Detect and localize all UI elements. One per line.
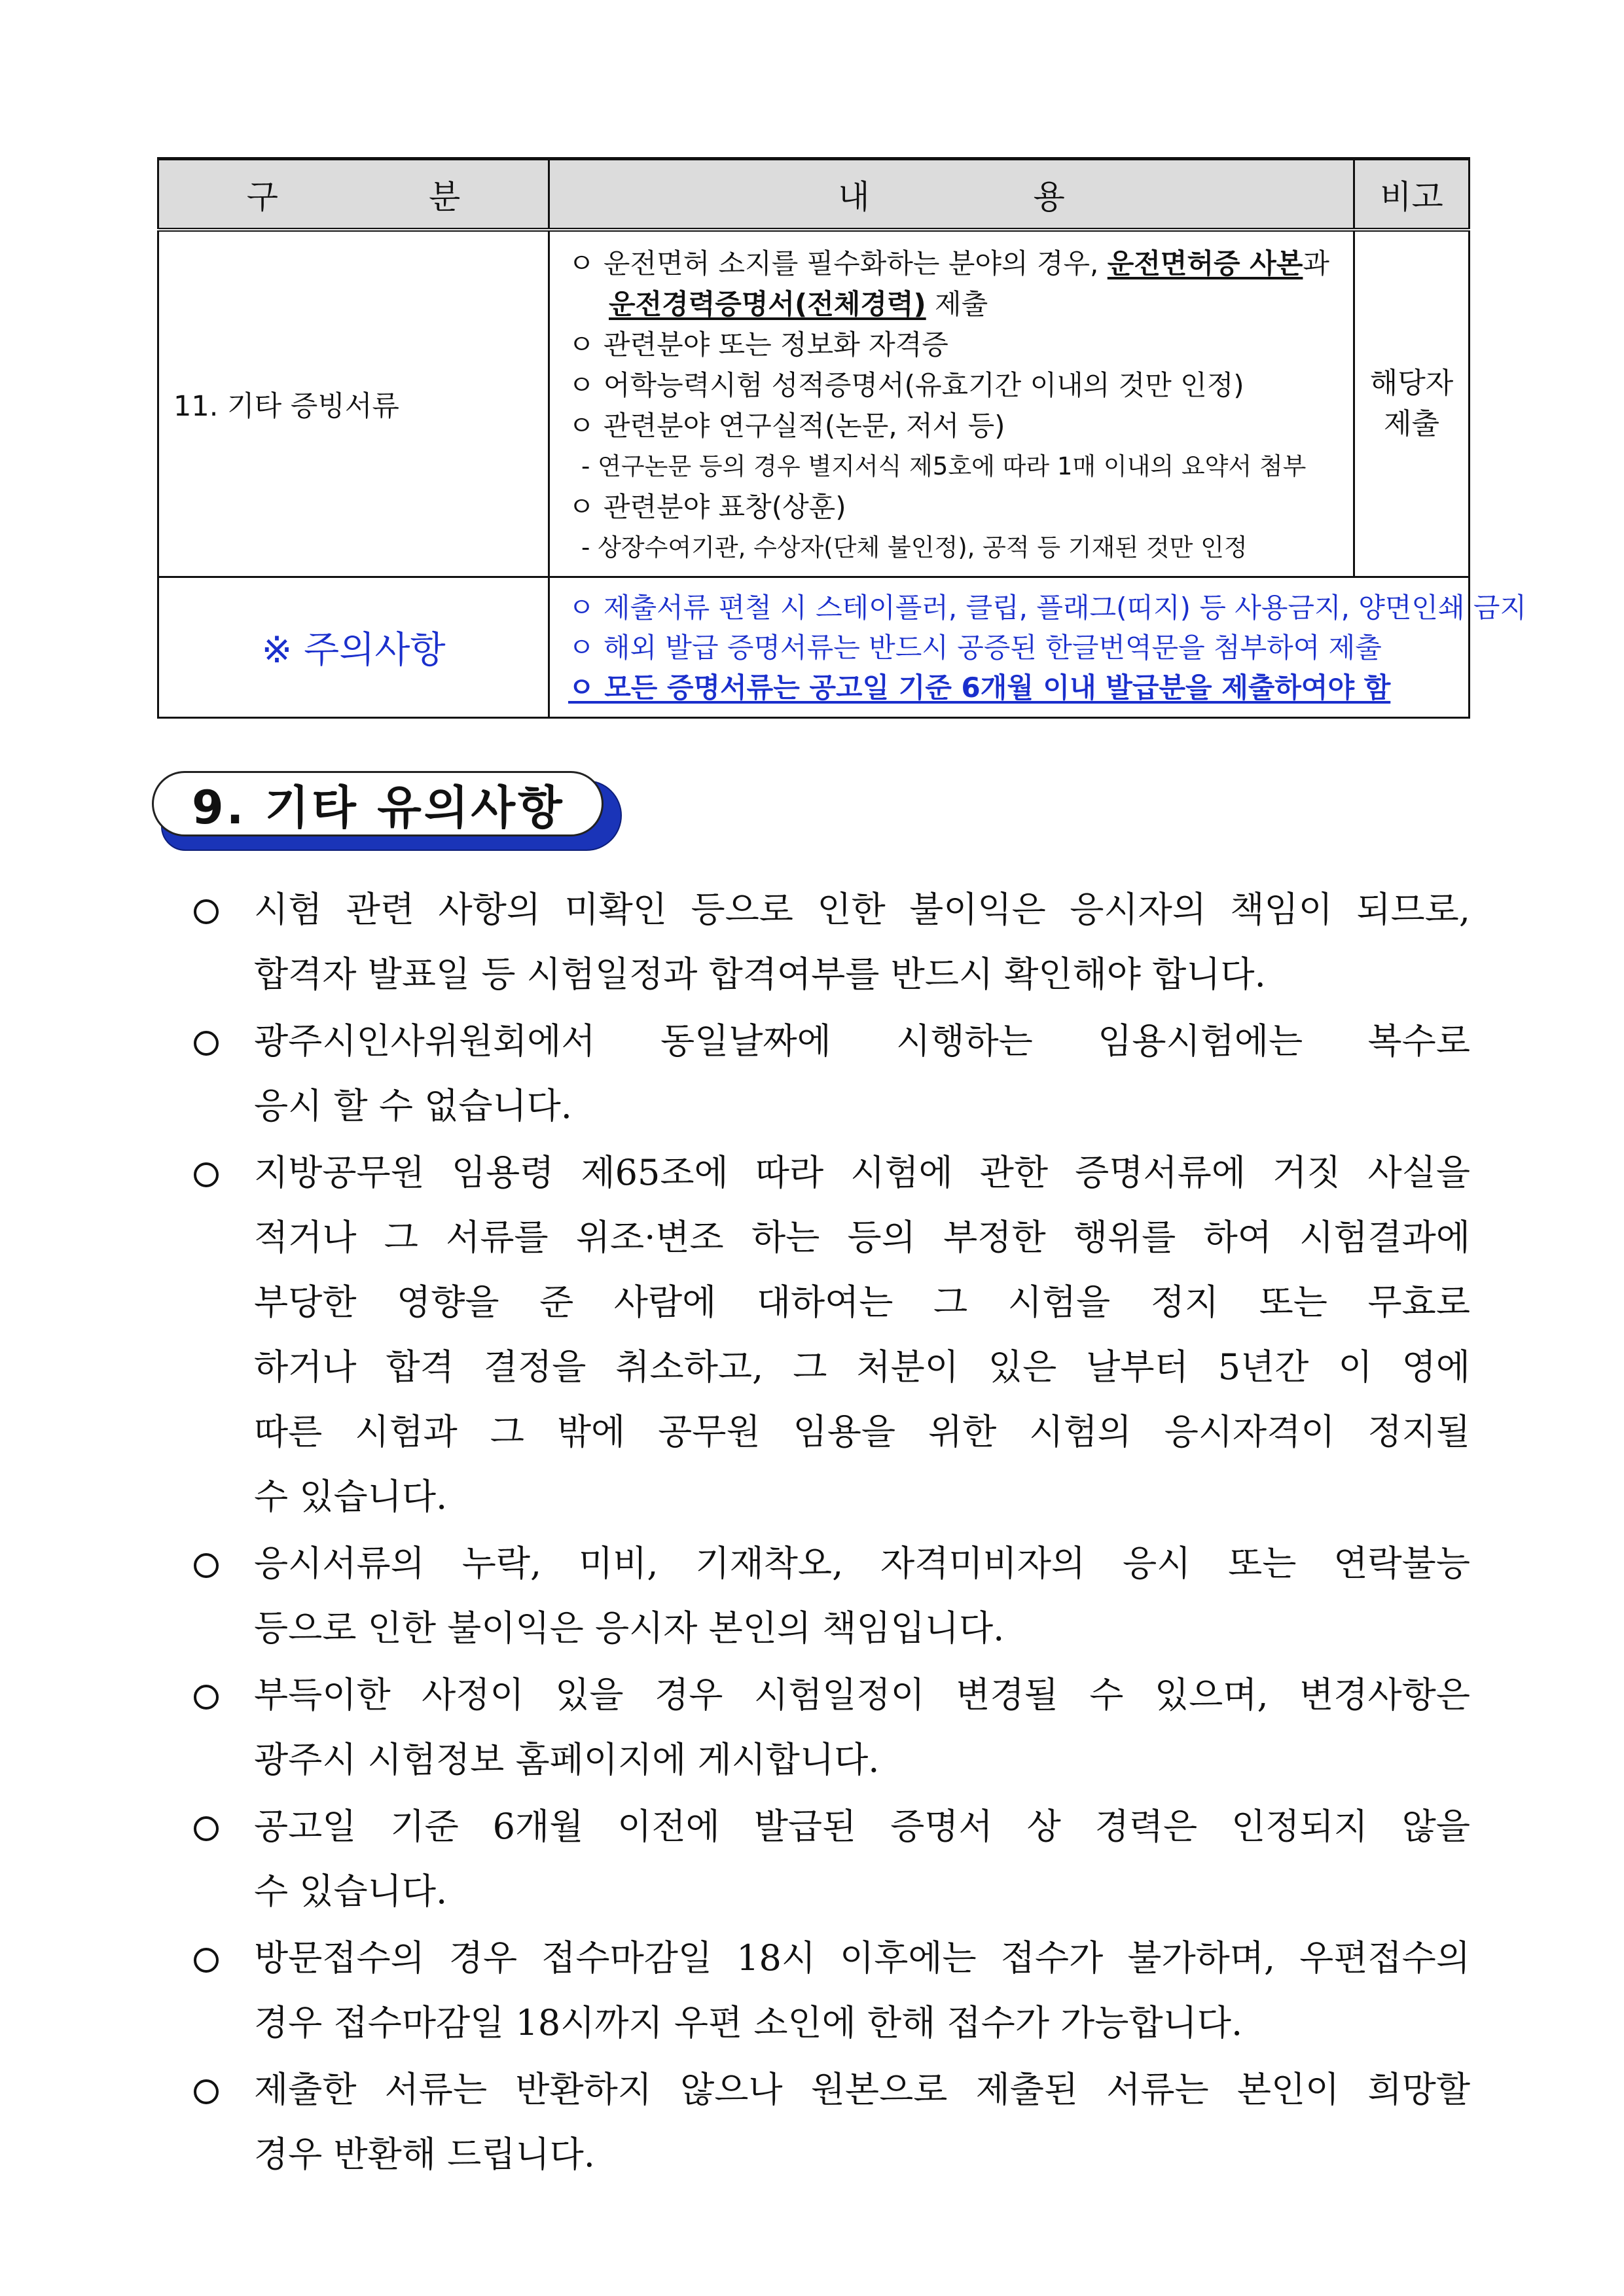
note-line: 경우 반환해 드립니다. bbox=[254, 2134, 595, 2175]
section-heading bbox=[152, 771, 623, 850]
list-item bbox=[194, 1662, 1470, 1792]
caution-content bbox=[549, 577, 1527, 718]
note-line: 광주시 시험정보 홈페이지에 게시합니다. bbox=[254, 1739, 880, 1780]
content-line: ㅇ 관련분야 연구실적(논문, 저서 등) bbox=[568, 410, 1005, 442]
list-item bbox=[194, 1140, 1470, 1529]
note-line: 하거나 합격 결정을 취소하고, 그 처분이 있은 날부터 5년간 이 영에 bbox=[254, 1346, 1470, 1388]
note-line: 경우 접수마감일 18시까지 우편 소인에 한해 접수가 가능합니다. bbox=[254, 2002, 1243, 2043]
list-item bbox=[194, 1926, 1470, 2055]
content-line: ㅇ 관련분야 또는 정보화 자격증 bbox=[568, 329, 948, 361]
header-content: 내 용 bbox=[549, 159, 1354, 230]
note-line: 수 있습니다. bbox=[254, 1871, 448, 1912]
circle-bullet-icon bbox=[194, 1816, 219, 1841]
note-line: 시험 관련 사항의 미확인 등으로 인한 불이익은 응시자의 책임이 되므로, bbox=[254, 889, 1470, 930]
note-line: 따른 시험과 그 밖에 공무원 임용을 위한 시험의 응시자격이 정지될 bbox=[254, 1411, 1470, 1452]
notes-list bbox=[194, 877, 1470, 2189]
caution-line: ㅇ 제출서류 편철 시 스테이플러, 클립, 플래그(띠지) 등 사용금지, 양면인쇄 금지 bbox=[568, 591, 1527, 624]
row-content bbox=[549, 230, 1354, 577]
header-category: 구 분 bbox=[158, 159, 549, 230]
content-subline: - 상장수여기관, 수상자(단체 불인정), 공적 등 기재된 것만 인정 bbox=[581, 533, 1248, 562]
row-note: 해당자 제출 bbox=[1354, 230, 1470, 577]
content-line: 운전경력증명서(전체경력) 제출 bbox=[609, 288, 988, 320]
list-item bbox=[194, 877, 1470, 1007]
circle-bullet-icon bbox=[194, 1553, 219, 1578]
circle-bullet-icon bbox=[194, 1685, 219, 1710]
header-note: 비고 bbox=[1354, 159, 1470, 230]
caution-label: ※ 주의사항 bbox=[158, 577, 549, 718]
note-line: 응시 할 수 없습니다. bbox=[254, 1085, 572, 1126]
note-line: 부득이한 사정이 있을 경우 시험일정이 변경될 수 있으며, 변경사항은 bbox=[254, 1674, 1470, 1715]
circle-bullet-icon bbox=[194, 899, 219, 924]
note-line: 공고일 기준 6개월 이전에 발급된 증명서 상 경력은 인정되지 않을 bbox=[254, 1806, 1470, 1847]
heading-title: 9. 기타 유의사항 bbox=[152, 771, 604, 836]
note-line: 적거나 그 서류를 위조·변조 하는 등의 부정한 행위를 하여 시험결과에 bbox=[254, 1217, 1470, 1258]
table-header-row bbox=[158, 159, 1470, 230]
note-line: 지방공무원 임용령 제65조에 따라 시험에 관한 증명서류에 거짓 사실을 bbox=[254, 1152, 1470, 1193]
content-line: ㅇ 운전면허 소지를 필수화하는 분야의 경우, 운전면허증 사본과 bbox=[568, 247, 1329, 279]
document-requirements-table bbox=[157, 157, 1527, 719]
row-category: 11. 기타 증빙서류 bbox=[158, 230, 549, 577]
caution-row bbox=[158, 577, 1470, 718]
note-line: 제출한 서류는 반환하지 않으나 원본으로 제출된 서류는 본인이 희망할 bbox=[254, 2069, 1470, 2110]
note-line: 응시서류의 누락, 미비, 기재착오, 자격미비자의 응시 또는 연락불능 bbox=[254, 1543, 1470, 1584]
list-item bbox=[194, 2057, 1470, 2187]
table-row bbox=[158, 230, 1470, 577]
circle-bullet-icon bbox=[194, 2079, 219, 2104]
circle-bullet-icon bbox=[194, 1948, 219, 1973]
note-line: 방문접수의 경우 접수마감일 18시 이후에는 접수가 불가하며, 우편접수의 bbox=[254, 1937, 1470, 1979]
circle-bullet-icon bbox=[194, 1031, 219, 1056]
note-line: 합격자 발표일 등 시험일정과 합격여부를 반드시 확인해야 합니다. bbox=[254, 954, 1266, 995]
list-item bbox=[194, 1531, 1470, 1660]
note-line: 광주시인사위원회에서 동일날짜에 시행하는 임용시험에는 복수로 bbox=[254, 1020, 1470, 1062]
content-line: ㅇ 관련분야 표창(상훈) bbox=[568, 491, 846, 523]
content-line: ㅇ 어학능력시험 성적증명서(유효기간 이내의 것만 인정) bbox=[568, 369, 1244, 401]
list-item bbox=[194, 1794, 1470, 1924]
note-line: 수 있습니다. bbox=[254, 1476, 448, 1517]
note-line: 부당한 영향을 준 사람에 대하여는 그 시험을 정지 또는 무효로 bbox=[254, 1282, 1470, 1323]
list-item bbox=[194, 1009, 1470, 1138]
note-line: 등으로 인한 불이익은 응시자 본인의 책임입니다. bbox=[254, 1607, 1005, 1649]
circle-bullet-icon bbox=[194, 1162, 219, 1187]
caution-line: ㅇ 해외 발급 증명서류는 반드시 공증된 한글번역문을 첨부하여 제출 bbox=[568, 631, 1382, 664]
caution-line: ㅇ 모든 증명서류는 공고일 기준 6개월 이내 발급분을 제출하여야 함 bbox=[568, 671, 1391, 704]
content-subline: - 연구논문 등의 경우 별지서식 제5호에 따라 1매 이내의 요약서 첨부 bbox=[581, 452, 1307, 480]
